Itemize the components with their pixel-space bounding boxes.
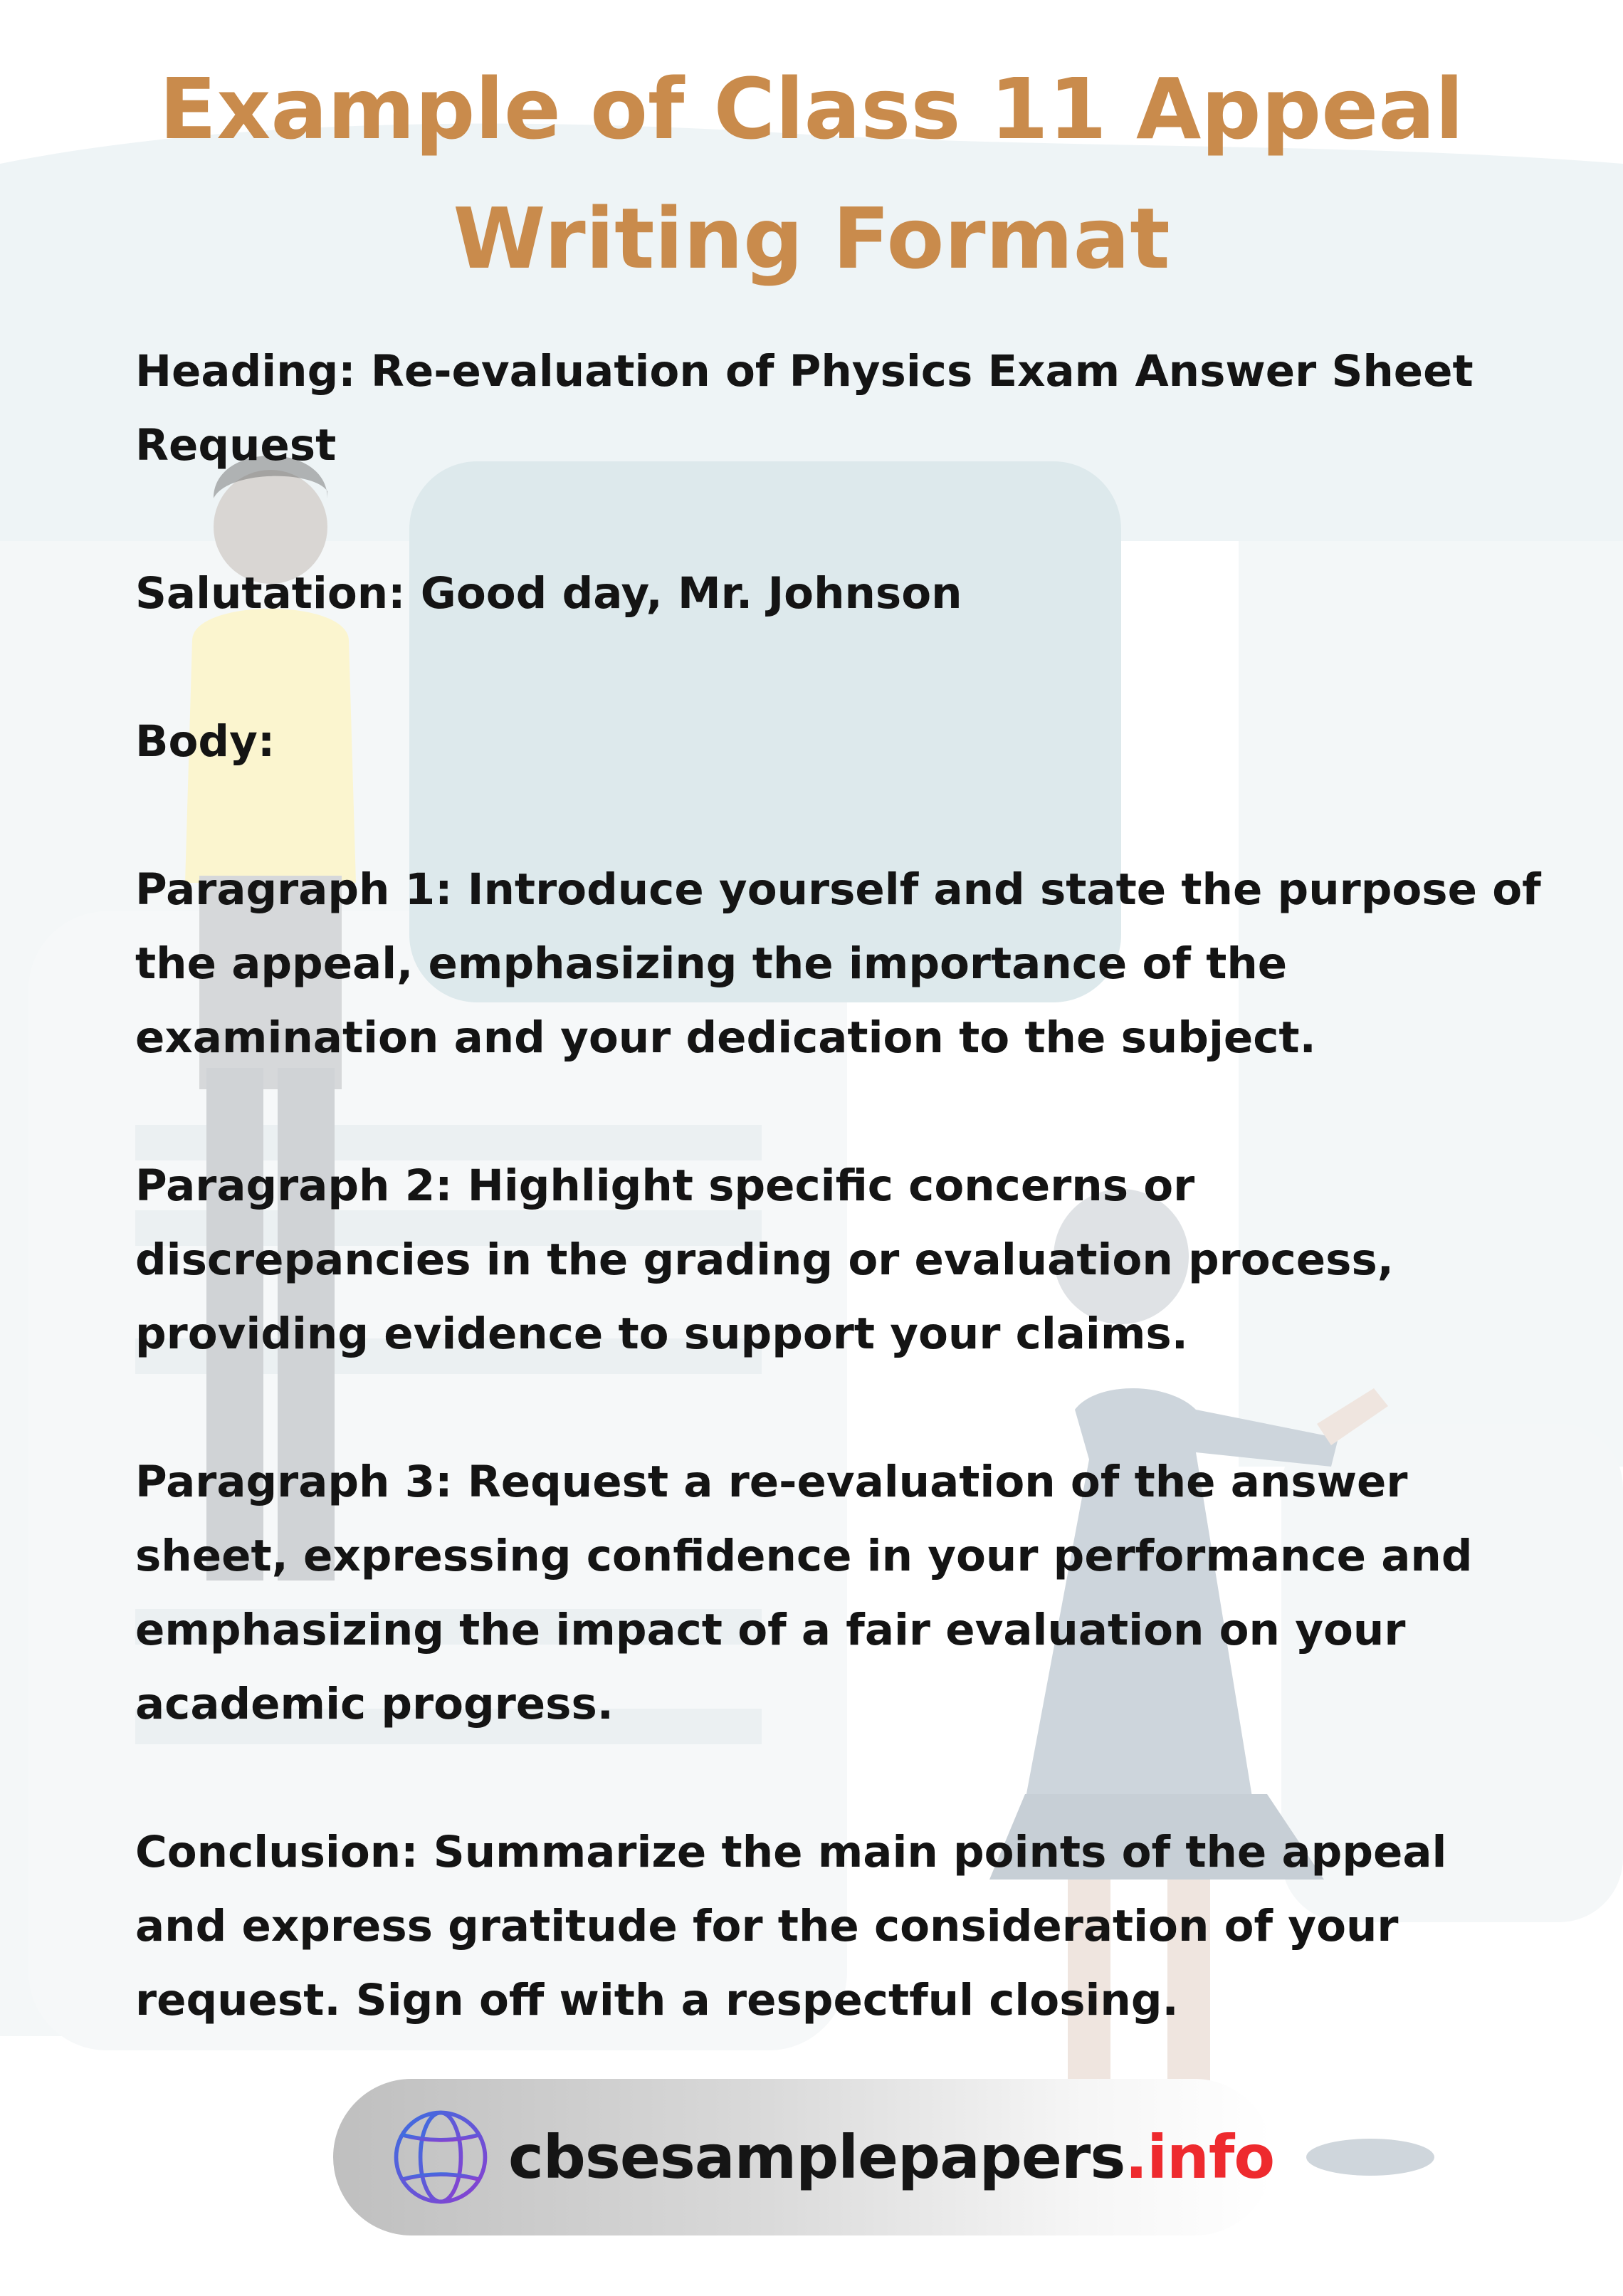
paragraph-3: Paragraph 3: Request a re-evaluation of the answer sheet, expressing confidence in your performance and emphasizing the impact of a fair evaluation on your academic progress. — [135, 1457, 1473, 1729]
globe-icon — [390, 2107, 491, 2208]
body-label: Body: — [135, 716, 275, 767]
site-domain: cbsesamplepapers — [508, 2122, 1125, 2192]
salutation-section: Salutation: Good day, Mr. Johnson — [135, 568, 962, 619]
site-tld: .info — [1125, 2122, 1275, 2192]
page-title — [0, 44, 1623, 303]
paragraph-2: Paragraph 2: Highlight specific concerns or discrepancies in the grading or evaluation process, providing evidence to support your claims. — [135, 1160, 1394, 1359]
appeal-format-text — [135, 335, 1552, 2038]
paragraph-1: Paragraph 1: Introduce yourself and state the purpose of the appeal, emphasizing the importance of the examination and your dedication to the subject. — [135, 864, 1541, 1063]
conclusion-section: Conclusion: Summarize the main points of the appeal and express gratitude for the consideration of your request. Sign off with a respectful closing. — [135, 1827, 1447, 2025]
site-branding-pill — [333, 2079, 1273, 2235]
title-line-1: Example of Class 11 Appeal — [159, 60, 1464, 158]
title-line-2: Writing Format — [453, 189, 1170, 288]
site-url — [508, 2122, 1274, 2192]
heading-section: Heading: Re-evaluation of Physics Exam Answer Sheet Request — [135, 346, 1474, 471]
